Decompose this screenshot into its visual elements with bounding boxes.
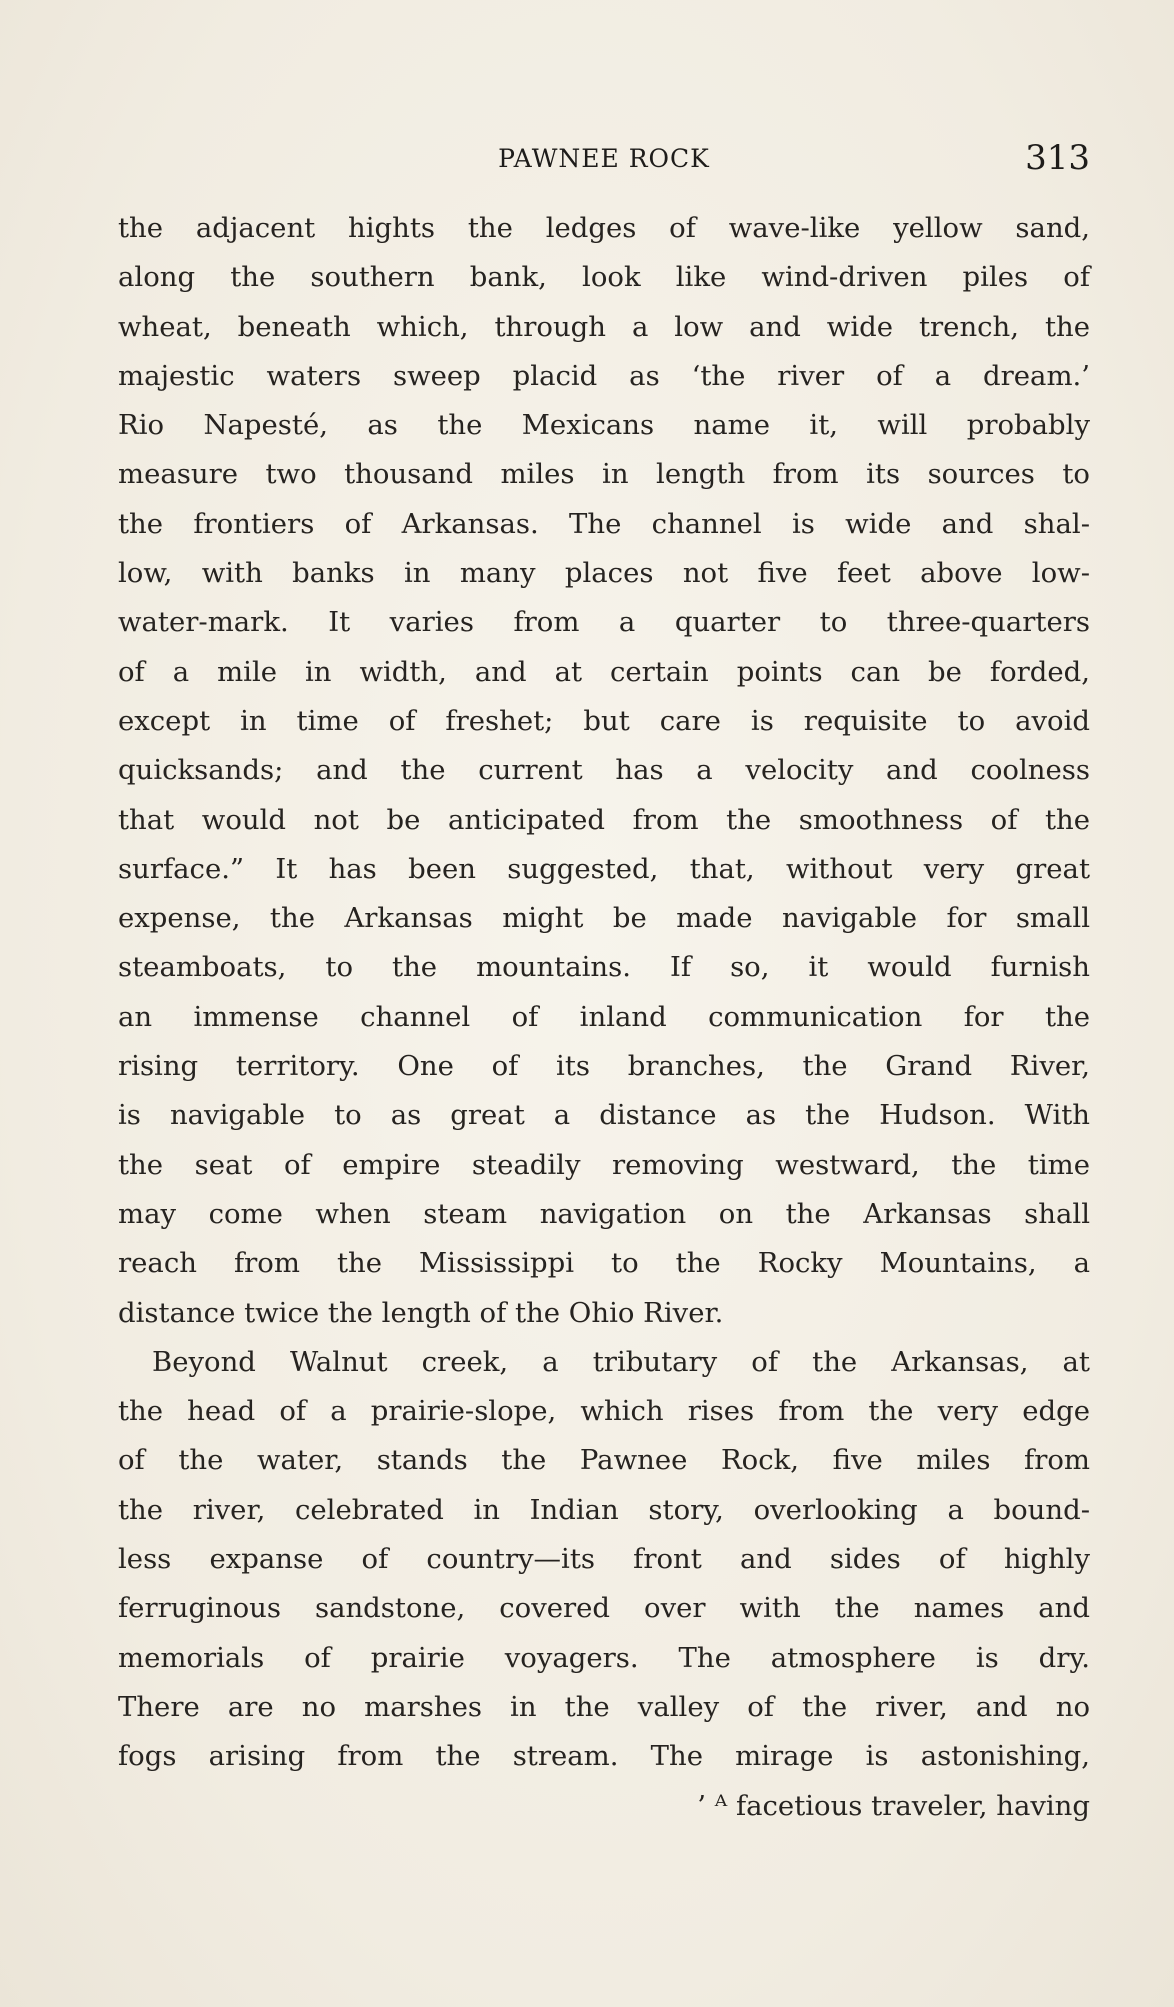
text-line: is navigable to as great a distance as the Hudson. With [118,1099,1090,1132]
text-line-partial: ’ ᴬ facetious traveler, having [697,1789,1090,1822]
text-line: ferruginous sandstone, covered over with the names and [118,1592,1090,1625]
text-line: Rio Napesté, as the Mexicans name it, will probably [118,409,1090,442]
text-line: the adjacent hights the ledges of wave-like yellow sand, [118,212,1090,244]
body-text [118,204,1090,1831]
running-head: PAWNEE ROCK [498,144,710,173]
text-line: surface.” It has been suggested, that, without very great [118,852,1090,885]
text-line: rising territory. One of its branches, the Grand River, [118,1050,1090,1083]
text-line: the head of a prairie-slope, which rises from the very edge [118,1395,1090,1428]
text-line: distance twice the length of the Ohio River. [118,1296,724,1329]
text-line: of a mile in width, and at certain points can be forded, [118,655,1090,688]
text-line: Beyond Walnut creek, a tributary of the Arkansas, at [152,1345,1090,1378]
text-line: low, with banks in many places not five feet above low- [118,557,1090,590]
page-number: 313 [1025,138,1090,178]
text-line: fogs arising from the stream. The mirage is astonishing, [118,1740,1090,1773]
text-line: the frontiers of Arkansas. The channel is wide and shal- [118,507,1090,540]
text-line: wheat, beneath which, through a low and wide trench, the [118,310,1090,343]
text-line: expense, the Arkansas might be made navigable for small [118,902,1090,935]
text-line: quicksands; and the current has a velocity and coolness [118,754,1090,787]
text-line: the river, celebrated in Indian story, overlooking a bound- [118,1493,1090,1526]
text-line: There are no marshes in the valley of the river, and no [118,1690,1090,1723]
text-line: memorials of prairie voyagers. The atmosphere is dry. [118,1641,1090,1674]
page-header [118,138,1090,188]
text-line: that would not be anticipated from the smoothness of the [118,803,1090,836]
text-line: steamboats, to the mountains. If so, it would furnish [118,951,1090,984]
text-line: water-mark. It varies from a quarter to three-quarters [118,606,1090,639]
text-line: measure two thousand miles in length from its sources to [118,458,1090,491]
text-line: less expanse of country—its front and sides of highly [118,1543,1090,1576]
text-line: may come when steam navigation on the Arkansas shall [118,1197,1090,1230]
text-line: along the southern bank, look like wind-driven piles of [118,261,1090,294]
text-line: reach from the Mississippi to the Rocky Mountains, a [118,1247,1090,1280]
text-line: the seat of empire steadily removing westward, the time [118,1148,1090,1181]
text-line: an immense channel of inland communication for the [118,1000,1090,1033]
text-line: of the water, stands the Pawnee Rock, five miles from [118,1444,1090,1477]
text-line: majestic waters sweep placid as ‘the river of a dream.’ [118,359,1090,392]
text-line: except in time of freshet; but care is requisite to avoid [118,704,1090,737]
